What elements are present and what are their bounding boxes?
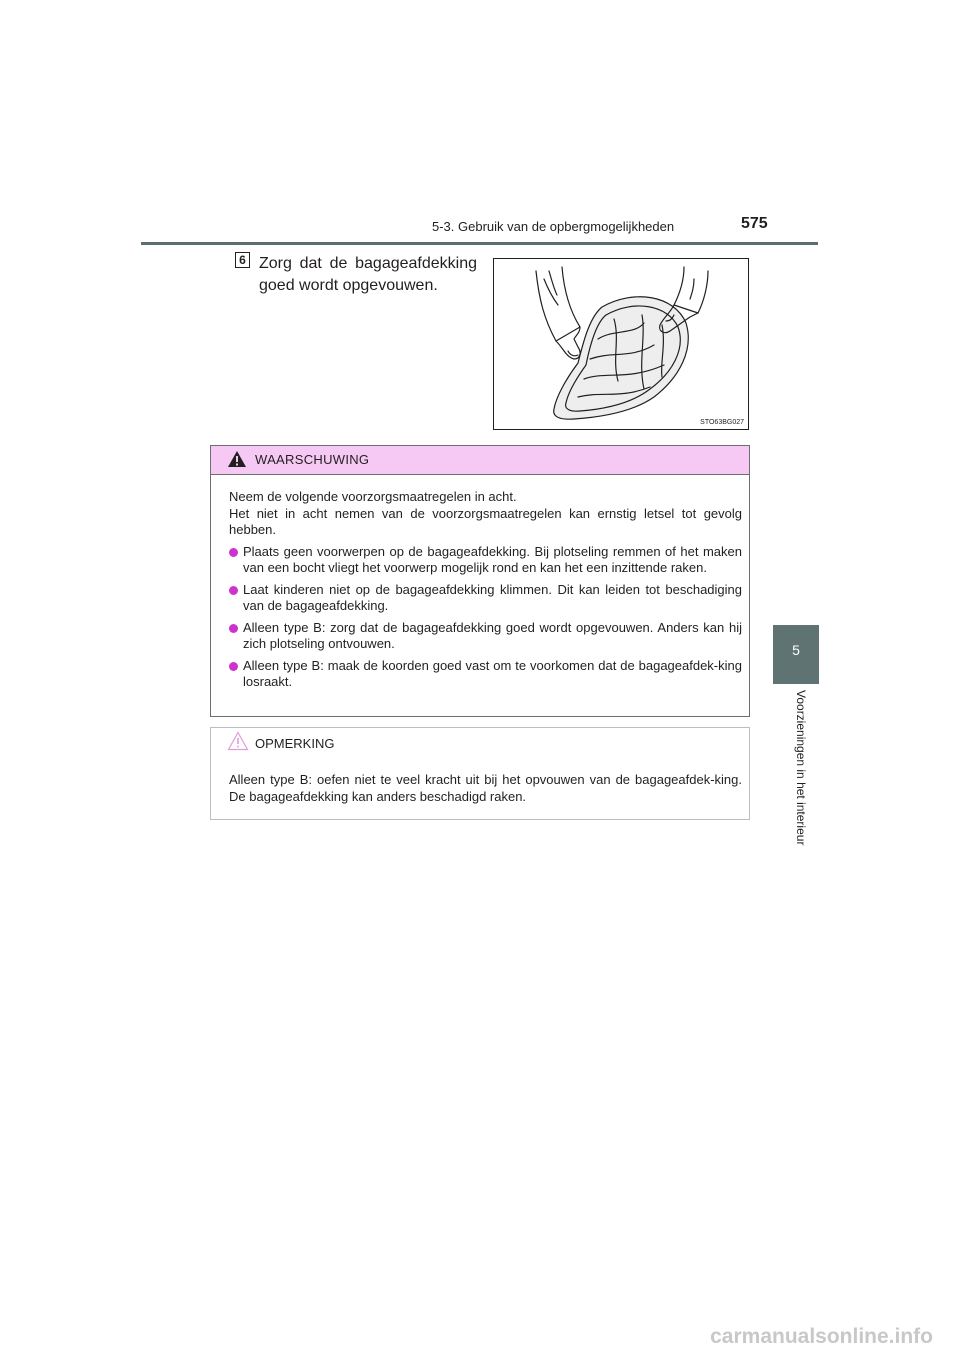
bullet-dot-icon [229, 586, 238, 595]
warning-bullet [229, 582, 742, 615]
bullet-dot-icon [229, 624, 238, 633]
page-number: 575 [741, 215, 768, 232]
warning-header [211, 446, 749, 475]
step-instruction [259, 253, 477, 297]
watermark: carmanualsonline.info [710, 1325, 933, 1348]
bullet-dot-icon [229, 662, 238, 671]
header-rule [141, 242, 818, 245]
warning-bullet-text: Laat kinderen niet op de bagageafdekking klimmen. Dit kan leiden tot beschadiging van de bagageafdekking. [243, 581, 742, 613]
warning-title: WAARSCHUWING [255, 452, 370, 467]
warning-bullet-text: Alleen type B: zorg dat de bagageafdekking goed wordt opgevouwen. Anders kan hij zich plotseling ontvouwen. [243, 619, 742, 651]
warning-body [229, 489, 742, 691]
figure-code: STO63BG027 [700, 419, 744, 426]
chapter-tab-number: 5 [792, 642, 800, 658]
chapter-tab [773, 625, 819, 684]
section-title: 5-3. Gebruik van de opbergmogelijkheden [432, 219, 675, 234]
bullet-dot-icon [229, 548, 238, 557]
warning-box [210, 445, 750, 717]
step-instruction-line2: goed wordt opgevouwen. [259, 277, 438, 294]
chapter-tab-label: Voorzieningen in het interieur [794, 690, 808, 846]
warning-bullet-text: Alleen type B: maak de koorden goed vast om te voorkomen dat de bagageafdek-king losraakt. [243, 657, 742, 689]
notice-title: OPMERKING [255, 736, 335, 751]
hands-folding-cover-drawing [494, 259, 749, 430]
warning-bullet [229, 620, 742, 653]
warning-bullet [229, 658, 742, 691]
step-number-badge: 6 [235, 252, 250, 268]
caution-outline-triangle-icon [227, 731, 249, 756]
warning-intro: Neem de volgende voorzorgsmaatregelen in acht. [229, 489, 517, 504]
notice-box [210, 727, 750, 820]
warning-intro-consequence: Het niet in acht nemen van de voorzorgsmaatregelen kan ernstig letsel tot gevolg hebben. [229, 505, 742, 537]
step-instruction-line1: Zorg dat de bagageafdekking [259, 255, 477, 272]
warning-triangle-icon [227, 450, 247, 473]
warning-bullet-text: Plaats geen voorwerpen op de bagageafdekking. Bij plotseling remmen of het maken van een bocht vliegt het voorwerp mogelijk rond en kan het een inzittende raken. [243, 543, 742, 575]
folding-cover-illustration [493, 258, 749, 430]
notice-text: Alleen type B: oefen niet te veel kracht uit bij het opvouwen van de bagageafdek-king. De bagageafdekking kan anders beschadigd raken. [229, 772, 742, 804]
warning-bullet [229, 544, 742, 577]
